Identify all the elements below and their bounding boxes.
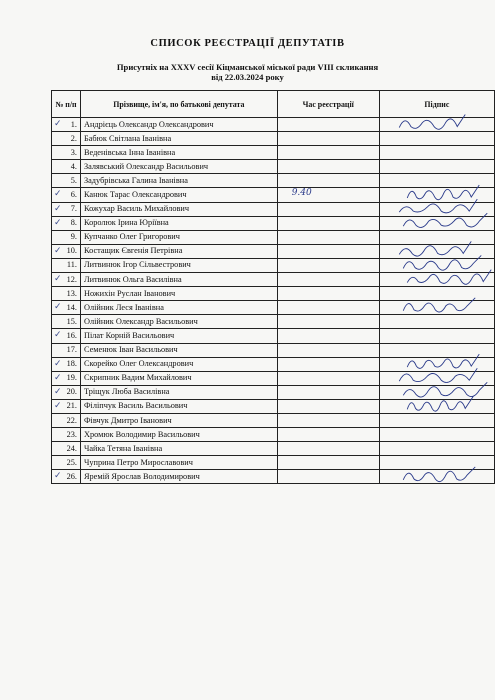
deputy-name: Олійник Олександр Васильович [80,315,277,329]
signature-cell [379,230,494,244]
registration-time [277,385,379,399]
row-number [52,428,81,442]
row-number-text: 1. [70,119,77,129]
table-row [52,216,495,230]
row-number-text: 15. [66,316,77,326]
subtitle-date: від 22.03.2024 року [211,72,284,82]
signature-cell [379,146,494,160]
row-number-text: 5. [70,175,77,185]
deputy-name: Семенюк Іван Васильович [80,343,277,357]
row-number-text: 12. [66,274,77,284]
registration-time [277,216,379,230]
signature-cell [379,244,494,258]
table-row [52,160,495,174]
table-row [52,343,495,357]
row-number [52,244,81,258]
signature-cell [379,329,494,343]
row-number-text: 8. [70,218,77,228]
registration-time [277,132,379,146]
row-number-text: 13. [66,288,77,298]
table-row [52,399,495,413]
table-row [52,371,495,385]
table-row [52,202,495,216]
table-row [52,188,495,202]
registration-time [277,371,379,385]
registration-time [277,202,379,216]
table-row [52,428,495,442]
deputy-name: Андрієць Олександр Олександрович [80,118,277,132]
deputy-name: Філіпчук Василь Васильович [80,399,277,413]
table-row [52,258,495,272]
row-number-text: 4. [70,161,77,171]
check-mark-icon: ✓ [54,119,62,129]
deputy-name: Фівчук Дмитро Іванович [80,413,277,427]
table-row [52,132,495,146]
table-row [52,456,495,470]
row-number-text: 19. [66,373,77,383]
signature-cell [379,385,494,399]
deputy-name: Залявський Олександр Васильович [80,160,277,174]
row-number [52,456,81,470]
registration-time [277,413,379,427]
signature-cell [379,315,494,329]
registration-time [277,428,379,442]
signature-cell [379,456,494,470]
table-row [52,273,495,287]
registration-time [277,258,379,272]
row-number-text: 17. [66,345,77,355]
registration-time [277,470,379,484]
row-number [52,146,81,160]
signature-cell [379,343,494,357]
row-number [52,371,81,385]
signature-cell [379,399,494,413]
signature-cell [379,301,494,315]
signature-cell [379,132,494,146]
check-mark-icon: ✓ [54,189,62,200]
check-mark-icon: ✓ [54,203,62,214]
row-number-text: 11. [66,260,77,270]
header-signature: Підпис [379,91,494,118]
deputy-name: Задубрівська Галина Іванівна [80,174,277,188]
row-number [52,357,81,371]
registration-time [277,273,379,287]
table-row [52,413,495,427]
registration-time [277,188,379,202]
row-number [52,202,81,216]
row-number-text: 20. [66,387,77,397]
registration-time [277,301,379,315]
row-number [52,442,81,456]
deputy-name: Литвинюк Ігор Сільвестрович [80,258,277,272]
signature-cell [379,413,494,427]
check-mark-icon: ✓ [54,400,62,411]
table-body [52,118,495,484]
registration-time [277,442,379,456]
registration-time [277,357,379,371]
deputy-name: Чуприна Петро Мирославович [80,456,277,470]
row-number [52,301,81,315]
table-row [52,244,495,258]
row-number [52,329,81,343]
row-number-text: 23. [66,429,77,439]
row-number [52,413,81,427]
deputy-name: Чайка Тетяна Іванівна [80,442,277,456]
row-number-text: 26. [66,471,77,481]
check-mark-icon: ✓ [54,372,62,383]
signature-cell [379,470,494,484]
signature-cell [379,287,494,301]
row-number [52,287,81,301]
row-number-text: 7. [70,204,77,214]
row-number-text: 10. [66,246,77,256]
table-row [52,470,495,484]
deputy-name: Литвинюк Ольга Василівна [80,273,277,287]
table-row [52,287,495,301]
deputy-name: Скрипник Вадим Михайлович [80,371,277,385]
document-title: СПИСОК РЕЄСТРАЦІЇ ДЕПУТАТІВ [150,38,345,49]
registration-time [277,399,379,413]
signature-cell [379,357,494,371]
registration-time [277,146,379,160]
row-number [52,258,81,272]
deputy-name: Канюк Тарас Олександрович [80,188,277,202]
table-row [52,315,495,329]
deputy-name: Кожухар Василь Михайлович [80,202,277,216]
table-row [52,146,495,160]
table-row [52,442,495,456]
subtitle-session: Присутніх на XXXV сесії Кіцманської міської ради VIII скликання [116,62,379,72]
check-mark-icon: ✓ [54,245,62,256]
registration-time [277,160,379,174]
signature-cell [379,428,494,442]
row-number [52,399,81,413]
registration-time [277,244,379,258]
deputy-name: Купчанко Олег Григорович [80,230,277,244]
deputy-name: Олійник Леся Іванівна [80,301,277,315]
registration-time [277,456,379,470]
row-number-text: 18. [66,359,77,369]
signature-cell [379,118,494,132]
table-row [52,174,495,188]
header-num: № п/п [52,91,81,118]
check-mark-icon: ✓ [54,302,62,313]
row-number [52,343,81,357]
row-number-text: 21. [66,401,77,411]
row-number [52,118,81,132]
row-number [52,230,81,244]
signature-cell [379,258,494,272]
row-number-text: 16. [66,330,77,340]
deputy-name: Веденівська Інна Іванівна [80,146,277,160]
deputy-name: Пілат Корній Васильович [80,329,277,343]
row-number-text: 22. [66,415,77,425]
row-number-text: 25. [66,457,77,467]
signature-cell [379,160,494,174]
check-mark-icon: ✓ [54,217,62,228]
registration-time [277,329,379,343]
registration-time [277,315,379,329]
signature-cell [379,371,494,385]
row-number [52,315,81,329]
table-header-row [52,91,495,118]
header-time: Час реєстрації [277,91,379,118]
row-number [52,216,81,230]
deputy-name: Королюк Ірина Юріївна [80,216,277,230]
signature-cell [379,202,494,216]
handwritten-time: 9.40 [291,188,312,199]
signature-cell [379,442,494,456]
check-mark-icon: ✓ [54,358,62,369]
row-number-text: 2. [70,133,77,143]
row-number [52,160,81,174]
row-number [52,273,81,287]
row-number-text: 14. [66,302,77,312]
table-row [52,385,495,399]
row-number [52,132,81,146]
table-row [52,357,495,371]
deputy-name: Костащик Євгенія Петрівна [80,244,277,258]
deputy-name: Скорейко Олег Олександрович [80,357,277,371]
row-number-text: 9. [70,232,77,242]
signature-cell [379,174,494,188]
row-number-text: 6. [70,190,77,200]
deputy-name: Яремій Ярослав Володимирович [80,470,277,484]
signature-cell [379,188,494,202]
table-row [52,230,495,244]
check-mark-icon: ✓ [54,386,62,397]
deputy-name: Ножихін Руслан Іванович [80,287,277,301]
registration-time [277,343,379,357]
registration-time [277,118,379,132]
signature-cell [379,216,494,230]
header-name: Прізвище, ім'я, по батькові депутата [80,91,277,118]
registration-table [51,90,495,484]
signature-cell [379,273,494,287]
deputy-name: Бабюк Світлана Іванівна [80,132,277,146]
check-mark-icon: ✓ [54,274,62,285]
row-number [52,385,81,399]
row-number [52,174,81,188]
registration-time [277,287,379,301]
table-row [52,301,495,315]
row-number-text: 24. [66,443,77,453]
row-number [52,188,81,202]
table-row [52,118,495,132]
deputy-name: Тріщук Люба Василівна [80,385,277,399]
row-number [52,470,81,484]
check-mark-icon: ✓ [54,330,62,341]
table-row [52,329,495,343]
deputy-name: Хромюк Володимир Васильович [80,428,277,442]
registration-time [277,230,379,244]
row-number-text: 3. [70,147,77,157]
document-subtitle [0,62,495,82]
registration-time [277,174,379,188]
check-mark-icon: ✓ [54,471,62,482]
